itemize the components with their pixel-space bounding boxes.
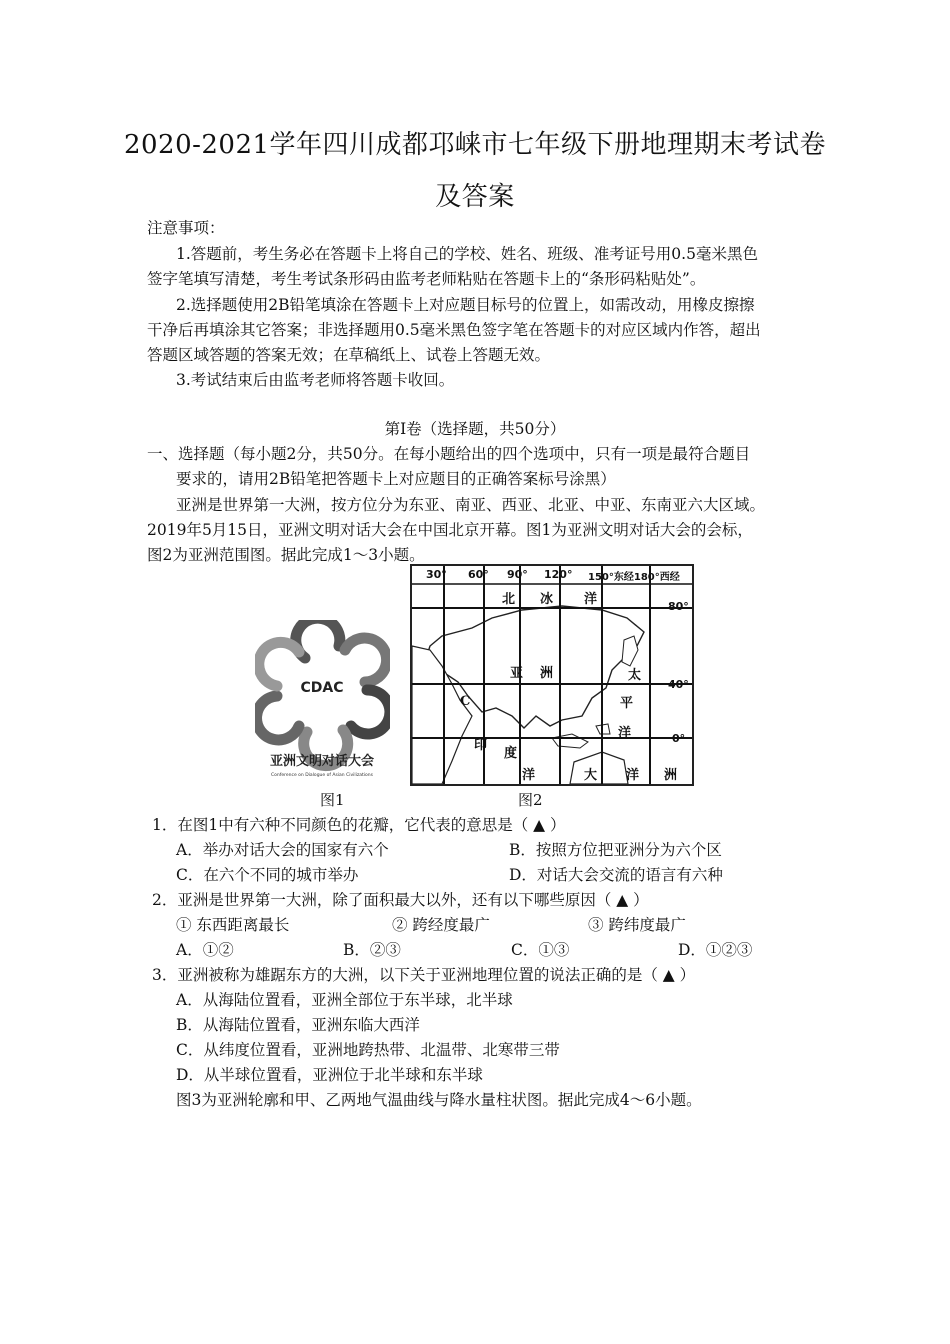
question-option: B．按照方位把亚洲分为六个区: [509, 841, 722, 859]
notice-line: 签字笔填写清楚，考生考试条形码由监考老师粘贴在答题卡上的“条形码粘贴处”。: [147, 270, 706, 288]
question-option: C．①③: [511, 941, 570, 959]
map-label-c: C: [460, 694, 471, 709]
longitude-label: 90°: [507, 568, 528, 581]
longitude-label: 30°: [426, 568, 447, 581]
latitude-label: 40°: [668, 678, 689, 691]
question-option: D．①②③: [678, 941, 753, 959]
map-label: 洲: [664, 768, 678, 783]
map-label: 洋: [522, 768, 536, 783]
logo-petal: [259, 642, 299, 686]
map-label: 洋: [618, 726, 632, 741]
question-stem: 1．在图1中有六种不同颜色的花瓣，它代表的意思是（ ▲ ）: [152, 816, 566, 834]
question-option: A．举办对话大会的国家有六个: [176, 841, 389, 859]
closing-passage: 图3为亚洲轮廓和甲、乙两地气温曲线与降水量柱状图。据此完成4～6小题。: [176, 1091, 702, 1109]
passage-line: 2019年5月15日，亚洲文明对话大会在中国北京开幕。图1为亚洲文明对话大会的会标，: [147, 521, 753, 539]
document-title-line2: 及答案: [435, 182, 515, 212]
question-option: C．从纬度位置看，亚洲地跨热带、北温带、北寒带三带: [176, 1041, 560, 1059]
map-label: 亚: [510, 666, 524, 681]
map-label: 洲: [540, 666, 554, 681]
section-heading: 第Ⅰ卷（选择题，共50分）: [384, 420, 566, 438]
logo-name: 亚洲文明对话大会: [269, 754, 375, 769]
logo-text: CDAC: [300, 680, 344, 696]
map-label: 北: [502, 592, 516, 607]
longitude-label: 60°: [468, 568, 489, 581]
longitude-label: 120°: [544, 568, 573, 581]
figure1-caption: 图1: [320, 791, 345, 809]
longitude-label: 150°东经180°西经: [588, 572, 680, 583]
passage-line: 亚洲是世界第一大洲，按方位分为东亚、南亚、西亚、北亚、中亚、东南亚六大区域。: [176, 496, 766, 514]
question-option: A．从海陆位置看，亚洲全部位于东半球，北半球: [176, 991, 513, 1009]
map-label: 冰: [540, 592, 554, 607]
map-label: 度: [504, 746, 518, 761]
question-option: A．①②: [176, 941, 234, 959]
logo-subtitle: Conference on Dialogue of Asian Civilizations: [271, 773, 373, 778]
notice-line: 干净后再填涂其它答案；非选择题用0.5毫米黑色签字笔在答题卡的对应区域内作答，超出: [147, 321, 761, 339]
map-label: 洋: [626, 768, 640, 783]
question-option: D．对话大会交流的语言有六种: [509, 866, 723, 884]
document-title-line1: 2020-2021学年四川成都邛崃市七年级下册地理期末考试卷: [123, 130, 827, 160]
notice-line: 答题区域答题的答案无效；在草稿纸上、试卷上答题无效。: [147, 346, 551, 364]
question-stem: 2．亚洲是世界第一大洲，除了面积最大以外，还有以下哪些原因（ ▲ ）: [152, 891, 649, 909]
map-label: 大: [584, 768, 598, 783]
latitude-label: 80°: [668, 600, 689, 613]
latitude-label: 0°: [672, 732, 686, 745]
question-stem: 3．亚洲被称为雄踞东方的大洲，以下关于亚洲地理位置的说法正确的是（ ▲ ）: [152, 966, 696, 984]
question-item: ① 东西距离最长: [176, 916, 290, 934]
logo-petal: [345, 638, 387, 682]
notice-line: 2.选择题使用2B铅笔填涂在答题卡上对应题目标号的位置上，如需改动，用橡皮擦擦: [176, 296, 755, 314]
question-item: ③ 跨纬度最广: [588, 916, 686, 934]
notice-line: 1.答题前，考生务必在答题卡上将自己的学校、姓名、班级、准考证号用0.5毫米黑色: [176, 245, 758, 263]
logo-petal: [351, 690, 390, 734]
notice-line: 3.考试结束后由监考老师将答题卡收回。: [176, 371, 455, 389]
australia-landmass: [570, 752, 628, 784]
map-label: 印: [474, 738, 488, 753]
map-label: 太: [628, 668, 642, 683]
question-option: C．在六个不同的城市举办: [176, 866, 359, 884]
figure1-logo: [255, 620, 390, 780]
map-label: 洋: [584, 592, 598, 607]
section-intro: 要求的，请用2B铅笔把答题卡上对应题目的正确答案标号涂黑）: [176, 470, 616, 488]
question-option: B．②③: [343, 941, 401, 959]
passage-line: 图2为亚洲范围图。据此完成1～3小题。: [147, 546, 425, 564]
figure2-caption: 图2: [518, 791, 543, 809]
question-option: D．从半球位置看，亚洲位于北半球和东半球: [176, 1066, 483, 1084]
question-option: B．从海陆位置看，亚洲东临大西洋: [176, 1016, 420, 1034]
notice-heading: 注意事项：: [147, 219, 225, 237]
map-label: 平: [620, 696, 634, 711]
question-item: ② 跨经度最广: [392, 916, 490, 934]
logo-petal: [257, 696, 299, 740]
figure2-map: [410, 564, 694, 786]
section-intro: 一、选择题（每小题2分，共50分。在每小题给出的四个选项中，只有一项是最符合题目: [147, 445, 751, 463]
